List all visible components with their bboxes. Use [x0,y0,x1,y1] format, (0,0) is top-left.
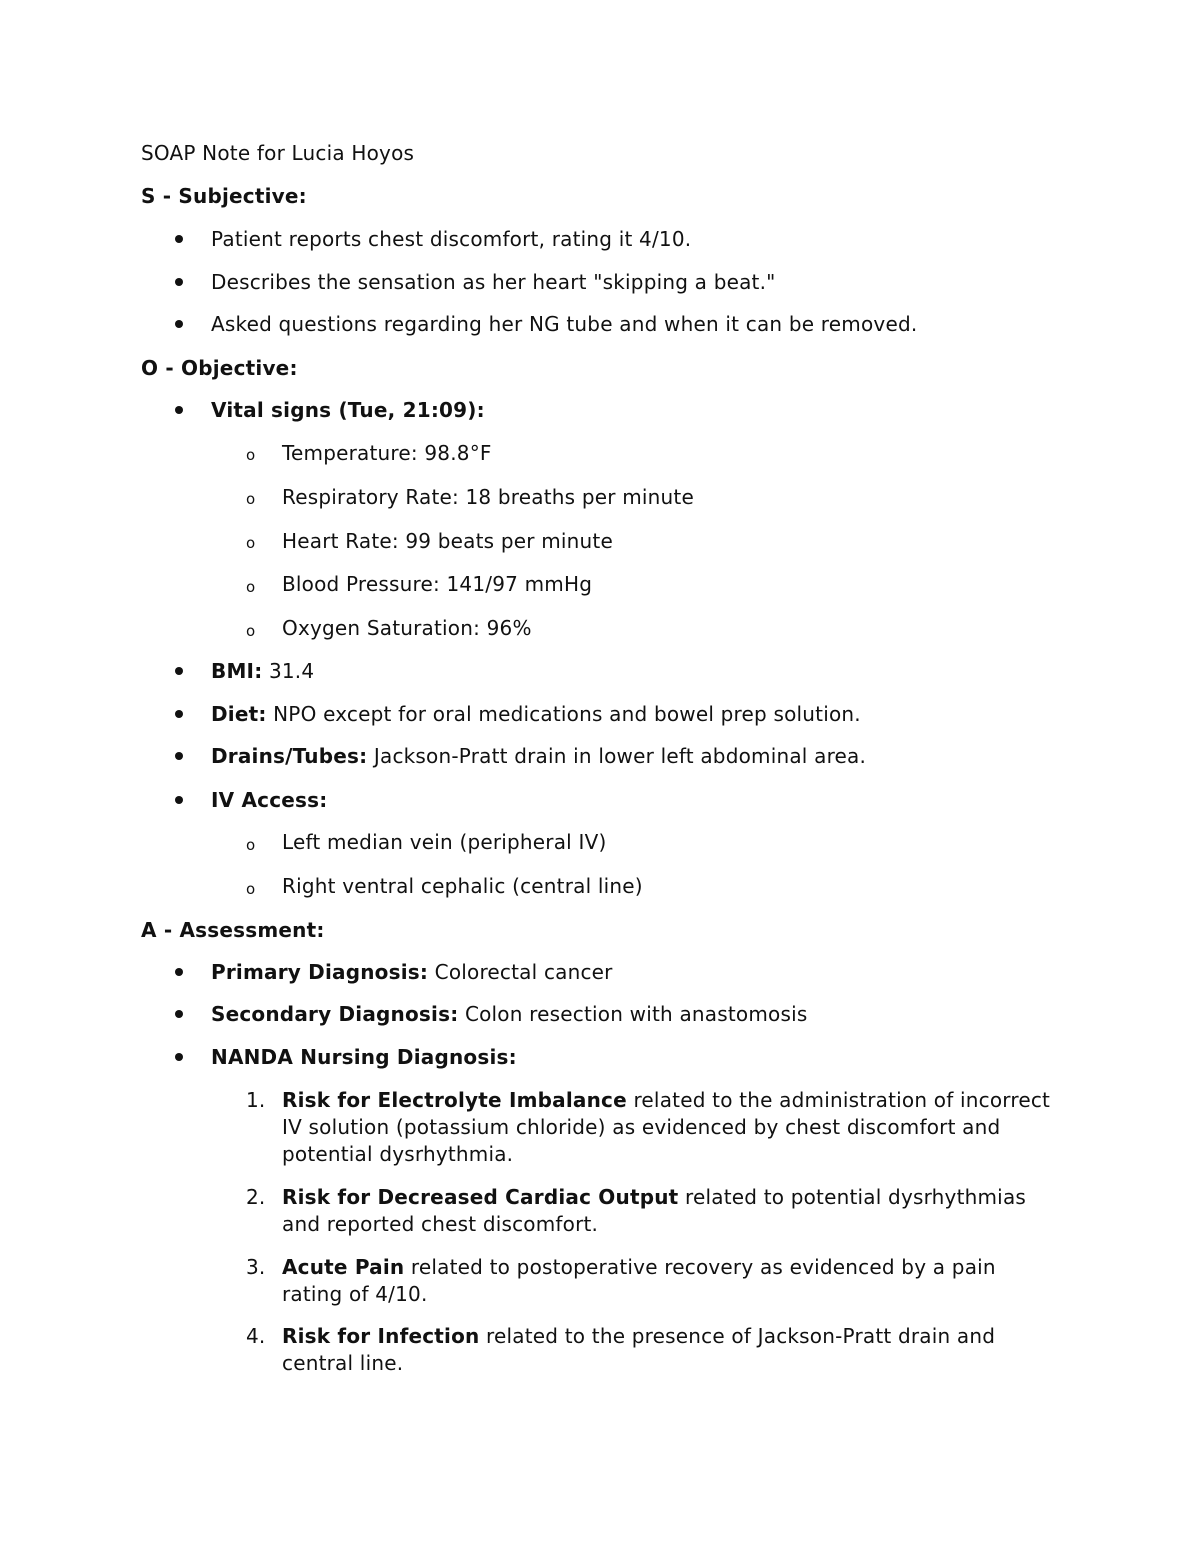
iv-access-label: IV Access: [211,788,328,812]
nanda-item-text: related to postoperative recovery as evidenced by a pain rating of 4/10. [282,1255,996,1306]
vital-signs-label: Vital signs (Tue, 21:09): [211,398,485,422]
secondary-diagnosis-value: Colon resection with anastomosis [458,1002,808,1026]
bullet-icon [175,796,183,804]
subjective-item: Asked questions regarding her NG tube and when it can be removed. [211,312,918,336]
bmi-value: 31.4 [262,659,315,683]
drains-line [211,743,866,769]
assessment-heading: A - Assessment: [141,918,325,942]
bullet-icon [175,968,183,976]
sub-bullet-icon: o [246,446,256,464]
iv-item: Right ventral cephalic (central line) [282,874,643,898]
sub-bullet-icon: o [246,534,256,552]
nanda-item-text: related to the administration of incorrect IV solution (potassium chloride) as evidenced by chest discomfort and potential dysrhythmia. [282,1088,1051,1166]
nanda-number: 3. [246,1255,266,1279]
bullet-icon [175,278,183,286]
bmi-label: BMI: [211,659,263,683]
sub-bullet-icon: o [246,622,256,640]
sub-bullet-icon: o [246,836,256,854]
bullet-icon [175,1010,183,1018]
nanda-item-text: related to the presence of Jackson-Pratt drain and central line. [282,1324,996,1375]
secondary-diagnosis-label: Secondary Diagnosis: [211,1002,459,1026]
nanda-number: 4. [246,1324,266,1348]
bullet-icon [175,406,183,414]
nanda-label: NANDA Nursing Diagnosis: [211,1045,517,1069]
subjective-heading: S - Subjective: [141,184,307,208]
diet-line [211,701,861,727]
bullet-icon [175,320,183,328]
drains-value: Jackson-Pratt drain in lower left abdominal area. [367,744,867,768]
nanda-item [282,1087,1052,1168]
nanda-item [282,1323,1052,1377]
primary-diagnosis-line [211,959,613,985]
primary-diagnosis-label: Primary Diagnosis: [211,960,429,984]
sub-bullet-icon: o [246,880,256,898]
vital-oxygen-saturation: Oxygen Saturation: 96% [282,616,532,640]
diet-value: NPO except for oral medications and bowel prep solution. [266,702,861,726]
nanda-number: 1. [246,1088,266,1112]
bullet-icon [175,667,183,675]
nanda-item-title: Acute Pain [282,1255,405,1279]
secondary-diagnosis-line [211,1001,807,1027]
bullet-icon [175,235,183,243]
document-title: SOAP Note for Lucia Hoyos [141,141,415,165]
objective-heading: O - Objective: [141,356,298,380]
nanda-number: 2. [246,1185,266,1209]
vital-heart-rate: Heart Rate: 99 beats per minute [282,529,613,553]
vital-blood-pressure: Blood Pressure: 141/97 mmHg [282,572,593,596]
vital-respiratory-rate: Respiratory Rate: 18 breaths per minute [282,485,694,509]
diet-label: Diet: [211,702,267,726]
primary-diagnosis-value: Colorectal cancer [428,960,613,984]
vital-temperature: Temperature: 98.8°F [282,441,492,465]
subjective-item: Describes the sensation as her heart "skipping a beat." [211,270,776,294]
nanda-item-title: Risk for Decreased Cardiac Output [282,1185,679,1209]
bullet-icon [175,710,183,718]
iv-item: Left median vein (peripheral IV) [282,830,607,854]
nanda-item-text: related to potential dysrhythmias and reported chest discomfort. [282,1185,1027,1236]
bmi-line [211,658,314,684]
bullet-icon [175,1053,183,1061]
sub-bullet-icon: o [246,578,256,596]
nanda-item-title: Risk for Infection [282,1324,480,1348]
sub-bullet-icon: o [246,490,256,508]
nanda-item [282,1254,1052,1308]
drains-label: Drains/Tubes: [211,744,368,768]
nanda-item [282,1184,1052,1238]
bullet-icon [175,752,183,760]
nanda-item-title: Risk for Electrolyte Imbalance [282,1088,627,1112]
subjective-item: Patient reports chest discomfort, rating it 4/10. [211,227,692,251]
